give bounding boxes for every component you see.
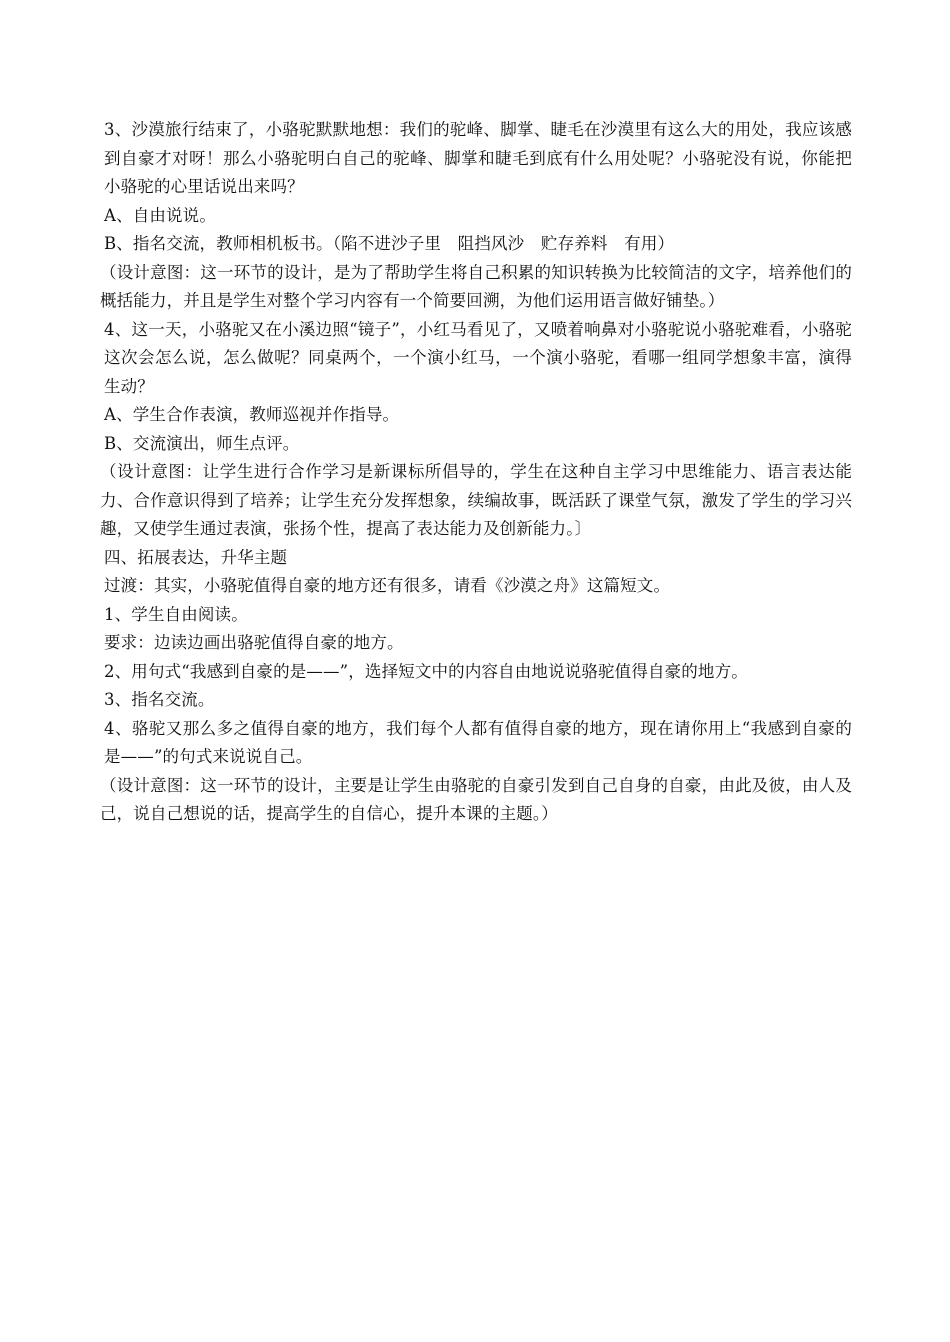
paragraph-transition: 过渡：其实，小骆驼值得自豪的地方还有很多，请看《沙漠之舟》这篇短文。 — [104, 576, 671, 595]
paragraph-step-4b: B、交流演出，师生点评。 — [104, 433, 300, 453]
document-page — [100, 116, 852, 829]
paragraph-design-intent-1: （设计意图：这一环节的设计，是为了帮助学生将自己积累的知识转换为比较简洁的文字，培养他们的概括能力，并且是学生对整个学习内容有一个简要回溯，为他们运用语言做好铺垫。） — [100, 262, 852, 310]
paragraph-step-4a: A、学生合作表演，教师巡视并作指导。 — [104, 405, 400, 424]
paragraph-item-3: 3、指名交流。 — [104, 690, 215, 709]
paragraph-item-1: 1、学生自由阅读。 — [104, 604, 248, 624]
paragraph-design-intent-3: （设计意图：这一环节的设计，主要是让学生由骆驼的自豪引发到自己自身的自豪，由此及彼，由人及己，说自己想说的话，提高学生的自信心，提升本课的主题。） — [100, 775, 852, 823]
paragraph-item-4: 4、骆驼又那么多之值得自豪的地方，我们每个人都有值得自豪的地方，现在请你用上“我感到自豪的是——”的句式来说说自己。 — [104, 718, 852, 766]
paragraph-step-4: 4、这一天，小骆驼又在小溪边照“镜子”，小红马看见了，又喷着响鼻对小骆驼说小骆驼难看，小骆驼这次会怎么说，怎么做呢？同桌两个，一个演小红马，一个演小骆驼，看哪一组同学想象丰富，演得生动？ — [104, 319, 852, 396]
paragraph-step-3b: B、指名交流，教师相机板书。（陷不进沙子里 阻挡风沙 贮存养料 有用） — [104, 234, 675, 253]
section-heading-4: 四、拓展表达，升华主题 — [104, 547, 288, 567]
paragraph-requirement: 要求：边读边画出骆驼值得自豪的地方。 — [104, 633, 404, 652]
paragraph-design-intent-2: （设计意图：让学生进行合作学习是新课标所倡导的，学生在这种自主学习中思维能力、语言表达能力、合作意识得到了培养；让学生充分发挥想象，续编故事，既活跃了课堂气氛，激发了学生的学习兴趣，又使学生通过表演，张扬个性，提高了表达能力及创新能力。〕 — [100, 462, 852, 538]
paragraph-item-2: 2、用句式“我感到自豪的是——”，选择短文中的内容自由地说说骆驼值得自豪的地方。 — [104, 661, 748, 681]
paragraph-step-3: 3、沙漠旅行结束了，小骆驼默默地想：我们的驼峰、脚掌、睫毛在沙漠里有这么大的用处，我应该感到自豪才对呀！那么小骆驼明白自己的驼峰、脚掌和睫毛到底有什么用处呢？小骆驼没有说，你能把小骆驼的心里话说出来吗？ — [104, 120, 852, 196]
paragraph-step-3a: A、自由说说。 — [104, 205, 216, 225]
